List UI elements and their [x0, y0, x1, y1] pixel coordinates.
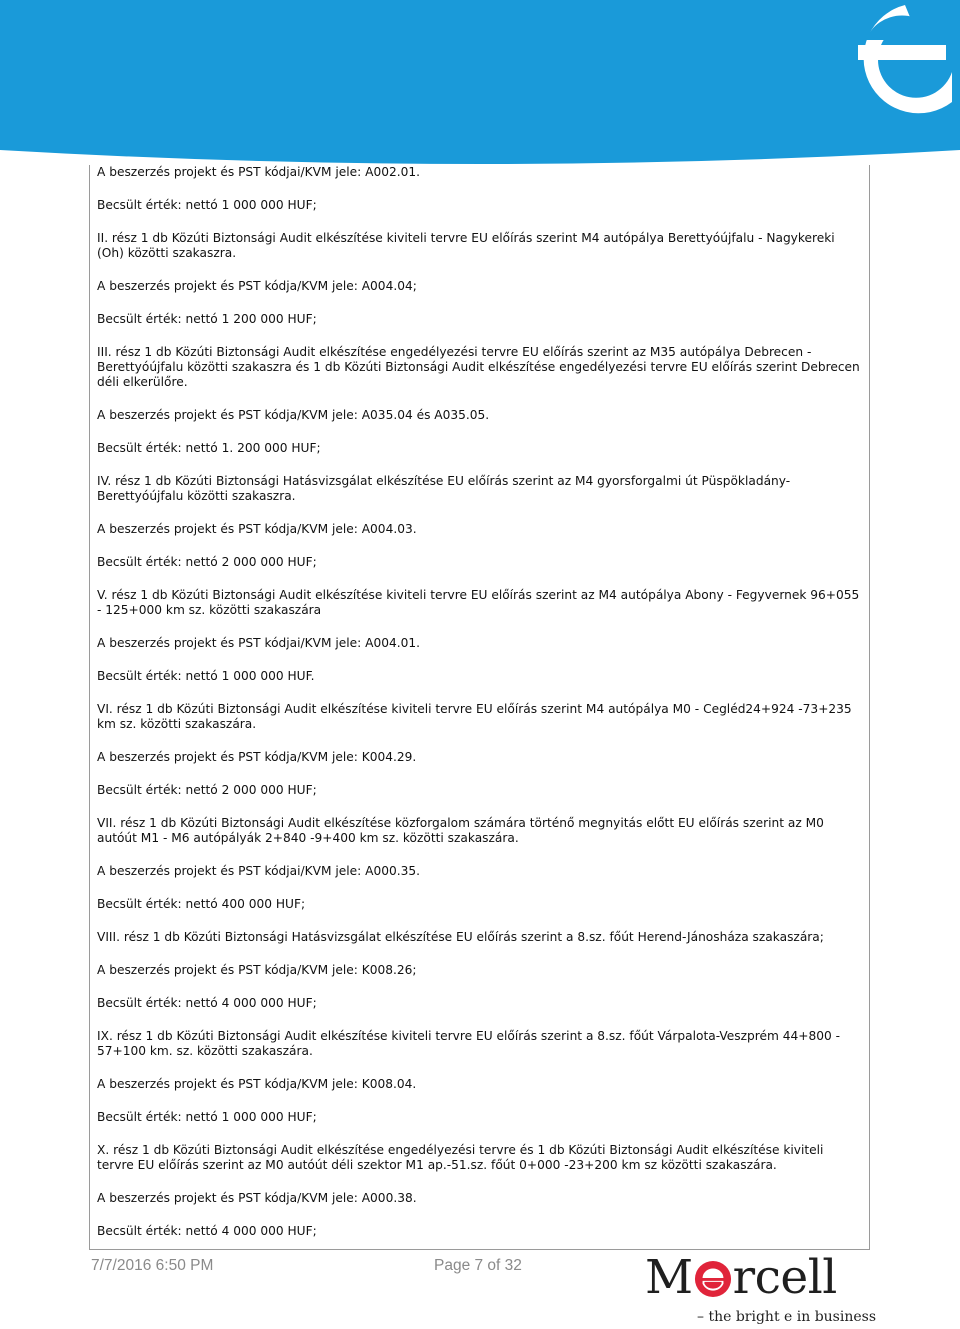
paragraph: VII. rész 1 db Közúti Biztonsági Audit elkészítése közforgalom számára történő megnyitás előtt EU előírás szerint az M0 autóút M1 - M6 autópályák 2+840 -9+400 km sz. közötti szakaszára. [97, 816, 824, 845]
company-logo [645, 1252, 875, 1327]
paragraph: A beszerzés projekt és PST kódja/KVM jele: K004.29. [97, 750, 417, 764]
logo-prefix: M [645, 1250, 693, 1305]
paragraph: A beszerzés projekt és PST kódja/KVM jele: A004.04; [97, 279, 417, 293]
paragraph: Becsült érték: nettó 4 000 000 HUF; [97, 996, 317, 1010]
paragraph: Becsült érték: nettó 4 000 000 HUF; [97, 1224, 317, 1238]
paragraph: III. rész 1 db Közúti Biztonsági Audit elkészítése engedélyezési tervre EU előírás szerint az M35 autópálya Debrecen - Berettyóújfalu közötti szakaszra és 1 db Közúti Biztonsági Audit elkészítése engedélyezési tervre EU előírás szerint Debrecen déli elkerülőre. [97, 345, 860, 389]
paragraph: Becsült érték: nettó 400 000 HUF; [97, 897, 306, 911]
footer-date: 7/7/2016 6:50 PM [91, 1257, 214, 1274]
paragraph: II. rész 1 db Közúti Biztonsági Audit elkészítése kiviteli tervre EU előírás szerint M4 autópálya Berettyóújfalu - Nagykereki (Oh) közötti szakaszra. [97, 231, 835, 260]
paragraph: A beszerzés projekt és PST kódjai/KVM jele: A004.01. [97, 636, 420, 650]
paragraph: A beszerzés projekt és PST kódja/KVM jele: A000.38. [97, 1191, 417, 1205]
footer-page-number: Page 7 of 32 [434, 1257, 522, 1274]
paragraph: X. rész 1 db Közúti Biztonsági Audit elkészítése engedélyezési tervre és 1 db Közúti Biztonsági Audit elkészítése kiviteli tervre EU előírás szerint az M0 autóút déli szektor M1 ap.-51.sz. főút 0+000 -23+200 km sz közötti szakaszára. [97, 1143, 824, 1172]
logo-tagline: – the bright e in business [697, 1309, 877, 1325]
paragraph: VI. rész 1 db Közúti Biztonsági Audit elkészítése kiviteli tervre EU előírás szerint M4 autópálya M0 - Cegléd24+924 -73+235 km sz. közötti szakaszára. [97, 702, 852, 731]
paragraph: Becsült érték: nettó 1 000 000 HUF; [97, 198, 317, 212]
paragraph: Becsült érték: nettó 1 200 000 HUF; [97, 312, 317, 326]
header-banner [0, 0, 960, 168]
paragraph: Becsült érték: nettó 2 000 000 HUF; [97, 783, 317, 797]
logo-suffix: rcell [732, 1250, 837, 1305]
paragraph: Becsült érték: nettó 1 000 000 HUF; [97, 1110, 317, 1124]
paragraph: Becsült érték: nettó 1. 200 000 HUF; [97, 441, 321, 455]
paragraph: Becsült érték: nettó 2 000 000 HUF; [97, 555, 317, 569]
paragraph: A beszerzés projekt és PST kódja/KVM jele: K008.04. [97, 1077, 417, 1091]
paragraph: A beszerzés projekt és PST kódja/KVM jele: A035.04 és A035.05. [97, 408, 490, 422]
paragraph: A beszerzés projekt és PST kódjai/KVM jele: A002.01. [97, 165, 420, 179]
paragraph: VIII. rész 1 db Közúti Biztonsági Hatásvizsgálat elkészítése EU előírás szerint a 8.sz. főút Herend-Jánosháza szakaszára; [97, 930, 824, 944]
logo-wordmark [645, 1252, 837, 1304]
paragraph: V. rész 1 db Közúti Biztonsági Audit elkészítése kiviteli tervre EU előírás szerint az M4 autópálya Abony - Fegyvernek 96+055 - 125+000 km sz. közötti szakaszára [97, 588, 860, 617]
paragraph: IX. rész 1 db Közúti Biztonsági Audit elkészítése kiviteli tervre EU előírás szerint a 8.sz. főút Várpalota-Veszprém 44+800 - 57+100 km. sz. közötti szakaszára. [97, 1029, 840, 1058]
paragraph: A beszerzés projekt és PST kódjai/KVM jele: A000.35. [97, 864, 420, 878]
paragraph: A beszerzés projekt és PST kódja/KVM jele: K008.26; [97, 963, 417, 977]
paragraph: A beszerzés projekt és PST kódja/KVM jele: A004.03. [97, 522, 417, 536]
e-logo-icon [694, 1259, 732, 1299]
paragraph: Becsült érték: nettó 1 000 000 HUF. [97, 669, 315, 683]
paragraph: IV. rész 1 db Közúti Biztonsági Hatásvizsgálat elkészítése EU előírás szerint az M4 gyorsforgalmi út Püspökladány-Berettyóújfalu közötti szakaszra. [97, 474, 791, 503]
document-body [97, 165, 862, 1239]
